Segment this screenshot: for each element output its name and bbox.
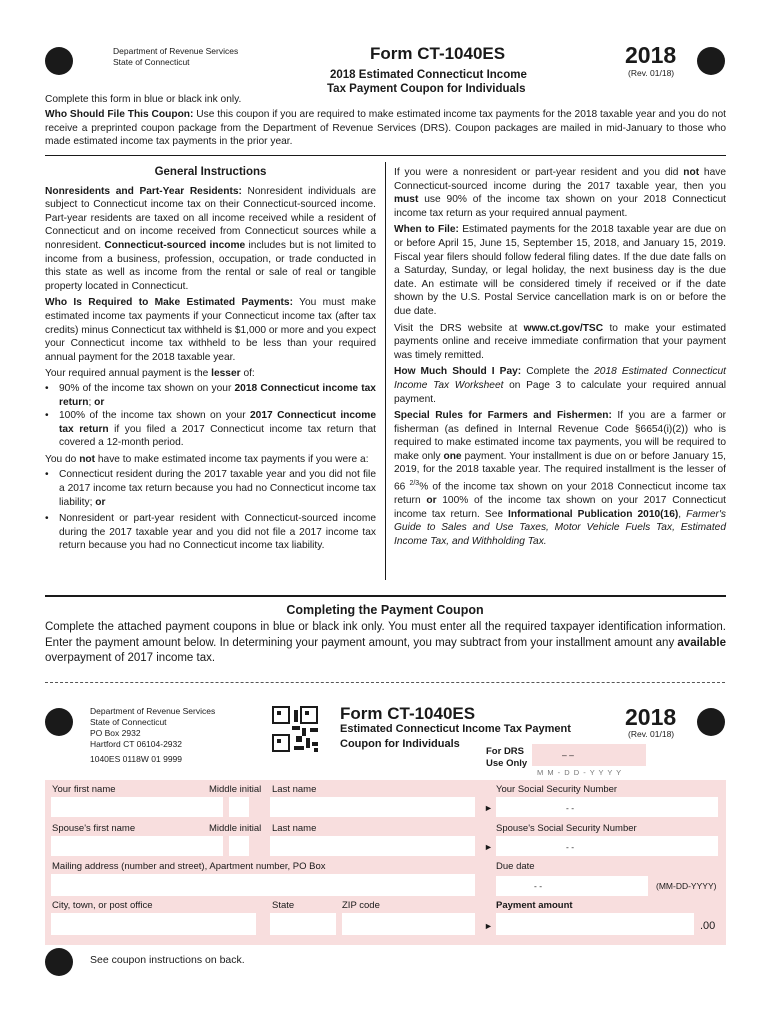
special-rules-paragraph [394, 409, 726, 548]
divider-top [45, 155, 726, 156]
qr-code [272, 706, 318, 752]
first-name-input[interactable] [51, 797, 223, 817]
bullet-3-or: or [95, 496, 106, 508]
bullet-2-text-bold: 2017 Connecticut income tax return [59, 410, 377, 435]
not-required-text-a: You do [45, 453, 80, 465]
lesser-text-a: Your required annual payment is the [45, 368, 212, 380]
due-date-label: Due date [496, 861, 535, 872]
who-required-label: Who Is Required to Make Estimated Payments: [45, 297, 293, 309]
form-year: 2018 [625, 42, 677, 68]
tear-line [45, 682, 725, 683]
special-rules-one: one [443, 450, 462, 462]
visit-text-a: Visit the DRS website at [394, 322, 524, 334]
coupon-year: 2018 [625, 704, 677, 730]
publication-ref: Informational Publication 2010(16) [508, 508, 679, 520]
lesser-text-c: of: [240, 368, 255, 380]
spouse-ssn-arrow-icon: ► [484, 842, 493, 852]
form-subtitle-1: 2018 Estimated Connecticut Income [330, 69, 527, 81]
completing-heading: Completing the Payment Coupon [286, 603, 484, 617]
drs-date-separators: – – [562, 750, 574, 760]
registration-mark-coupon-left [45, 708, 73, 736]
how-much-text-c: on Page 3 to calculate your required annual payment. [394, 379, 726, 405]
nonresidents-text-1: Nonresident individuals are subject to Connecticut income tax on their Connecticut-sourced income. Part-year residents are taxed on all income received while a resident of Connecticut and on income received from Connecticut sources while a nonresident. [45, 185, 376, 251]
coupon-subtitle-2: Coupon for Individuals [340, 738, 460, 750]
publication-title: Farmer's Guide to Sales and Use Taxes, Motor Vehicle Fuels Tax, Estimated Income Tax, and Withholding Tax. [394, 508, 726, 547]
how-much-text-a: Complete the [521, 366, 595, 378]
middle-initial-label-2: Middle initial [209, 823, 262, 834]
bullet-2-text-a: 100% of the income tax shown on your [59, 410, 250, 422]
city-label: City, town, or post office [52, 900, 153, 911]
registration-mark-coupon-right [697, 708, 725, 736]
p1-must: must [394, 194, 419, 206]
form-revision: (Rev. 01/18) [628, 68, 675, 78]
coupon-footer-note: See coupon instructions on back. [90, 954, 245, 966]
drs-use-label-2: Use Only [486, 758, 528, 769]
drs-date-field[interactable] [532, 744, 646, 766]
bullet-nonresident: • Nonresident or part-year resident with Connecticut-sourced income during the 2017 taxable year and you did not file a 2017 income tax return because you had no Connecticut income tax liability. [45, 513, 376, 552]
bullet-2-text-c: if you filed a 2017 Connecticut income tax return that covered a 12-month period. [59, 423, 376, 449]
not-required-bold: not [79, 453, 96, 465]
coupon-subtitle-1: Estimated Connecticut Income Tax Payment [340, 723, 571, 735]
bullet-3-text: Connecticut resident during the 2017 taxable year and you did not file a 2017 income tax return because you had no Connecticut income tax liability; [59, 469, 376, 508]
ink-instruction: Complete this form in blue or black ink only. [45, 94, 242, 105]
due-date-input[interactable] [496, 876, 648, 896]
when-to-file-label: When to File: [394, 224, 459, 236]
payment-amount-label: Payment amount [496, 900, 573, 911]
registration-mark-coupon-bottom [45, 948, 73, 976]
worksheet-title: 2018 Estimated Connecticut Income Tax Worksheet [394, 366, 726, 391]
ssn-label: Your Social Security Number [496, 784, 618, 795]
coupon-revision: (Rev. 01/18) [628, 729, 675, 739]
nonresidents-paragraph [45, 185, 376, 294]
nonresidents-text-2: includes but is not limited to income from a business, profession, occupation, or trade conducted in this state as well as income from the rental or sale of real or tangible property located in Connecticut. [45, 239, 376, 292]
drs-use-label-1: For DRS [486, 746, 524, 757]
bullet-1-or: or [94, 396, 105, 408]
payment-cents: .00 [700, 920, 716, 932]
due-date-separators: - - [534, 881, 543, 891]
who-should-file-label: Who Should File This Coupon: [45, 109, 194, 120]
bullet-4-text: Nonresident or part-year resident with Connecticut-sourced income during the 2017 taxable year and you did not file a 2017 income tax return because you had no Connecticut income tax liability. [59, 513, 376, 552]
header-dept: Department of Revenue Services [113, 46, 239, 56]
bullet-90-percent: • 90% of the income tax shown on your 2018 Connecticut income tax return; or [45, 382, 376, 408]
ssn-input[interactable] [496, 797, 718, 817]
general-instructions-column [45, 166, 376, 553]
completing-text [45, 620, 726, 667]
special-rules-comma: , [678, 508, 687, 520]
payment-amount-input[interactable] [496, 913, 694, 935]
coupon-state: State of Connecticut [90, 717, 167, 727]
registration-mark-top-right [697, 47, 725, 75]
coupon-city: Hartford CT 06104-2932 [90, 739, 182, 749]
ct-sourced-income-term: Connecticut-sourced income [104, 239, 246, 251]
column-divider [385, 162, 386, 580]
special-rules-text-a: If you are a farmer or fisherman (as defined in Internal Revenue Code §6654(i)(2)) who is required to make estimated income tax payments, you will be required to make only [394, 410, 727, 462]
middle-initial-input-2[interactable] [229, 836, 249, 856]
when-to-file-text: Estimated payments for the 2018 taxable year are due on or before April 15, June 15, September 15, 2018, and January 15, 2019. Fiscal year filers should follow federal filing dates. If the due date falls on a Saturday, Sunday, or legal holiday, the next business day is the due date. An estimate will be considered timely if received or if the date shown by the U.S. Postal Service cancellation mark is on or before the due date. [394, 224, 726, 317]
how-much-label: How Much Should I Pay: [394, 366, 522, 378]
who-should-file-text: Use this coupon if you are required to make estimated income tax payments for the 2018 taxable year and you do not receive a preprinted coupon package from the Department of Revenue Services (DRS). Coupon packages are mailed in mid-January to those who made estimated income tax payments in the prior year. [45, 109, 726, 148]
coupon-po-box: PO Box 2932 [90, 728, 141, 738]
special-rules-fraction: 2/3 [409, 480, 420, 488]
p1-not: not [683, 167, 700, 178]
special-rules-text-c: payment. Your installment is due on or before January 15, 2019, for the 2018 taxable year. The required installment is the lesser of 66 [394, 450, 727, 493]
visit-text-c: to make your estimated payments online and receive immediate confirmation that your payment was timely remitted. [394, 322, 726, 361]
form-title: Form CT-1040ES [370, 44, 506, 63]
nonresidents-label: Nonresidents and Part-Year Residents: [45, 185, 242, 197]
completing-text-c: overpayment of 2017 income tax. [45, 652, 216, 664]
last-name-input-2[interactable] [270, 836, 475, 856]
last-name-label-2: Last name [272, 823, 317, 834]
right-column [394, 166, 726, 551]
completing-available: available [677, 636, 726, 649]
bullet-1-text-c: ; [88, 396, 95, 408]
completing-text-a: Complete the attached payment coupons in blue or black ink only. You must enter all the required taxpayer identification information. Enter the payment amount below. In determining your payment amount, you may subtract from your installment amount any [45, 621, 726, 649]
spouse-ssn-input[interactable] [496, 836, 718, 856]
mailing-address-input[interactable] [51, 874, 475, 896]
coupon-code: 1040ES 0118W 01 9999 [90, 754, 182, 764]
nonresident-90-paragraph [394, 166, 726, 220]
ssn-arrow-icon: ► [484, 803, 493, 813]
spouse-first-name-label: Spouse's first name [52, 823, 136, 834]
bullet-ct-resident: • Connecticut resident during the 2017 taxable year and you did not file a 2017 income tax return because you had no Connecticut income tax liability; or [45, 469, 376, 508]
divider-completing [45, 595, 726, 597]
who-should-file [45, 108, 726, 149]
due-date-format: (MM-DD-YYYY) [656, 881, 717, 891]
city-input[interactable] [51, 913, 256, 935]
mailing-address-label: Mailing address (number and street), Apartment number, PO Box [52, 861, 326, 872]
drs-date-format: M M - D D - Y Y Y Y [537, 768, 623, 777]
p1-text-e: use 90% of the income tax shown on your 2018 Connecticut income tax return as your required annual payment. [394, 194, 726, 219]
special-rules-or: or [426, 495, 437, 507]
spouse-first-name-input[interactable] [51, 836, 223, 856]
general-instructions-heading: General Instructions [154, 166, 267, 178]
middle-initial-input-1[interactable] [229, 797, 249, 817]
when-to-file-paragraph [394, 223, 726, 318]
p1-text-c: have Connecticut-sourced income during the 2017 taxable year, then you [394, 167, 727, 192]
not-required-text-c: have to make estimated income tax payments if you were a: [95, 453, 369, 465]
who-required-text: You must make estimated income tax payments if your Connecticut income tax (after tax credits) minus Connecticut tax withheld is $1,000 or more and you expect your Connecticut income tax withheld to be less than your required annual payment for the 2018 taxable year. [45, 297, 376, 363]
last-name-label-1: Last name [272, 784, 317, 795]
not-required-paragraph [45, 453, 376, 467]
visit-drs-paragraph [394, 322, 726, 363]
special-rules-text-f: 100% of the income tax shown on your 2017 Connecticut income tax return. See [394, 495, 726, 520]
registration-mark-top-left [45, 47, 73, 75]
zip-input[interactable] [342, 913, 475, 935]
how-much-paragraph [394, 365, 726, 406]
lesser-paragraph [45, 367, 376, 381]
middle-initial-label-1: Middle initial [209, 784, 262, 795]
last-name-input-1[interactable] [270, 797, 475, 817]
state-input[interactable] [270, 913, 336, 935]
drs-website-link[interactable]: www.ct.gov/TSC [523, 322, 604, 334]
header-state: State of Connecticut [113, 57, 190, 67]
state-label: State [272, 900, 295, 911]
spouse-ssn-label: Spouse's Social Security Number [496, 823, 637, 834]
bullet-1-text-a: 90% of the income tax shown on your [59, 382, 235, 394]
spouse-ssn-separators: - - [566, 842, 575, 852]
form-subtitle-2: Tax Payment Coupon for Individuals [327, 83, 526, 95]
zip-label: ZIP code [342, 900, 380, 911]
payment-arrow-icon: ► [484, 921, 493, 931]
coupon-form-title: Form CT-1040ES [340, 704, 476, 723]
special-rules-label: Special Rules for Farmers and Fishermen: [394, 410, 612, 422]
special-rules-text-d: % of the income tax shown on your 2018 Connecticut income tax return [394, 481, 726, 507]
p1-text-a: If you were a nonresident or part-year resident and you did [394, 167, 684, 178]
coupon-dept: Department of Revenue Services [90, 706, 216, 716]
bullet-100-percent: • 100% of the income tax shown on your 2017 Connecticut income tax return if you filed a 2017 Connecticut income tax return that covered a 12-month period. [45, 410, 377, 449]
first-name-label: Your first name [52, 784, 116, 795]
who-required-paragraph [45, 296, 376, 364]
bullet-1-text-bold: 2018 Connecticut income tax return [59, 382, 376, 408]
lesser-text-bold: lesser [211, 368, 241, 380]
ssn-separators: - - [566, 803, 575, 813]
